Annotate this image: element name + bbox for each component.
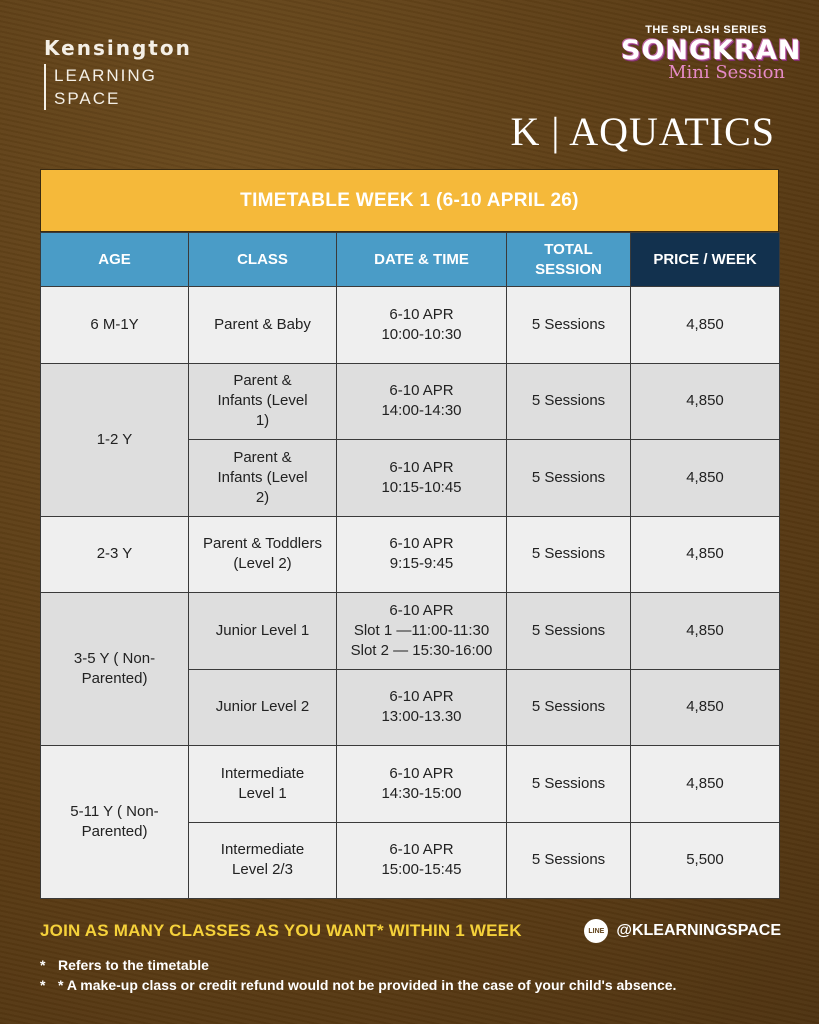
header-date-time: DATE & TIME [337,233,507,287]
age-cell: 1-2 Y [41,363,189,516]
datetime-cell: 6-10 APR 10:15-10:45 [337,440,507,517]
class-cell: Parent & Baby [189,287,337,364]
class-cell: Junior Level 1 [189,593,337,670]
age-cell: 5-11 Y ( Non-Parented) [41,746,189,899]
datetime-cell: 6-10 APR Slot 1 —11:00-11:30 Slot 2 — 15:30-16:00 [337,593,507,670]
price-cell: 4,850 [631,440,780,517]
datetime-cell: 6-10 APR 9:15-9:45 [337,516,507,593]
price-cell: 4,850 [631,287,780,364]
brand-subtitle [44,64,192,110]
timetable-table [40,232,780,899]
sessions-cell: 5 Sessions [507,593,631,670]
series-logo [621,24,802,83]
price-cell: 4,850 [631,669,780,746]
price-cell: 5,500 [631,822,780,899]
table-row [41,363,780,440]
page-title: K | AQUATICS [510,109,775,154]
price-cell: 4,850 [631,516,780,593]
timetable-banner: TIMETABLE WEEK 1 (6-10 APRIL 26) [40,169,779,232]
series-mini: Mini Session [668,62,785,83]
timetable [40,169,779,899]
price-cell: 4,850 [631,593,780,670]
table-row [41,746,780,823]
header-class: CLASS [189,233,337,287]
brand-line1: LEARNING [54,66,157,85]
sessions-cell: 5 Sessions [507,746,631,823]
line-contact[interactable] [584,919,781,943]
sessions-cell: 5 Sessions [507,516,631,593]
footnote: * Refers to the timetable [40,957,209,973]
age-cell: 6 M-1Y [41,287,189,364]
sessions-cell: 5 Sessions [507,669,631,746]
brand-logo [44,36,192,110]
table-row [41,593,780,670]
datetime-cell: 6-10 APR 13:00-13.30 [337,669,507,746]
sessions-cell: 5 Sessions [507,822,631,899]
age-cell: 2-3 Y [41,516,189,593]
class-cell: Junior Level 2 [189,669,337,746]
datetime-cell: 6-10 APR 14:30-15:00 [337,746,507,823]
class-cell: Parent & Toddlers (Level 2) [189,516,337,593]
line-handle[interactable]: @KLEARNINGSPACE [616,922,781,939]
footnotes [40,955,676,995]
datetime-cell: 6-10 APR 10:00-10:30 [337,287,507,364]
header-price: PRICE / WEEK [631,233,780,287]
class-cell: Intermediate Level 1 [189,746,337,823]
datetime-cell: 6-10 APR 14:00-14:30 [337,363,507,440]
class-cell: Parent & Infants (Level 2) [189,440,337,517]
age-cell: 3-5 Y ( Non-Parented) [41,593,189,746]
class-cell: Parent & Infants (Level 1) [189,363,337,440]
series-top: THE SPLASH SERIES [645,24,767,36]
header-age: AGE [41,233,189,287]
footnote: * * A make-up class or credit refund would not be provided in the case of your child's absence. [40,977,677,993]
join-banner: JOIN AS MANY CLASSES AS YOU WANT* WITHIN 1 WEEK [40,921,522,940]
series-main: SONGKRAN [621,35,802,66]
price-cell: 4,850 [631,746,780,823]
sessions-cell: 5 Sessions [507,440,631,517]
line-app-icon: LINE [584,919,608,943]
sessions-cell: 5 Sessions [507,287,631,364]
datetime-cell: 6-10 APR 15:00-15:45 [337,822,507,899]
header-total-session: TOTAL SESSION [507,233,631,287]
brand-name: Kensington [44,36,192,60]
price-cell: 4,850 [631,363,780,440]
table-row [41,516,780,593]
sessions-cell: 5 Sessions [507,363,631,440]
class-cell: Intermediate Level 2/3 [189,822,337,899]
brand-line2: SPACE [54,89,121,108]
table-row [41,287,780,364]
